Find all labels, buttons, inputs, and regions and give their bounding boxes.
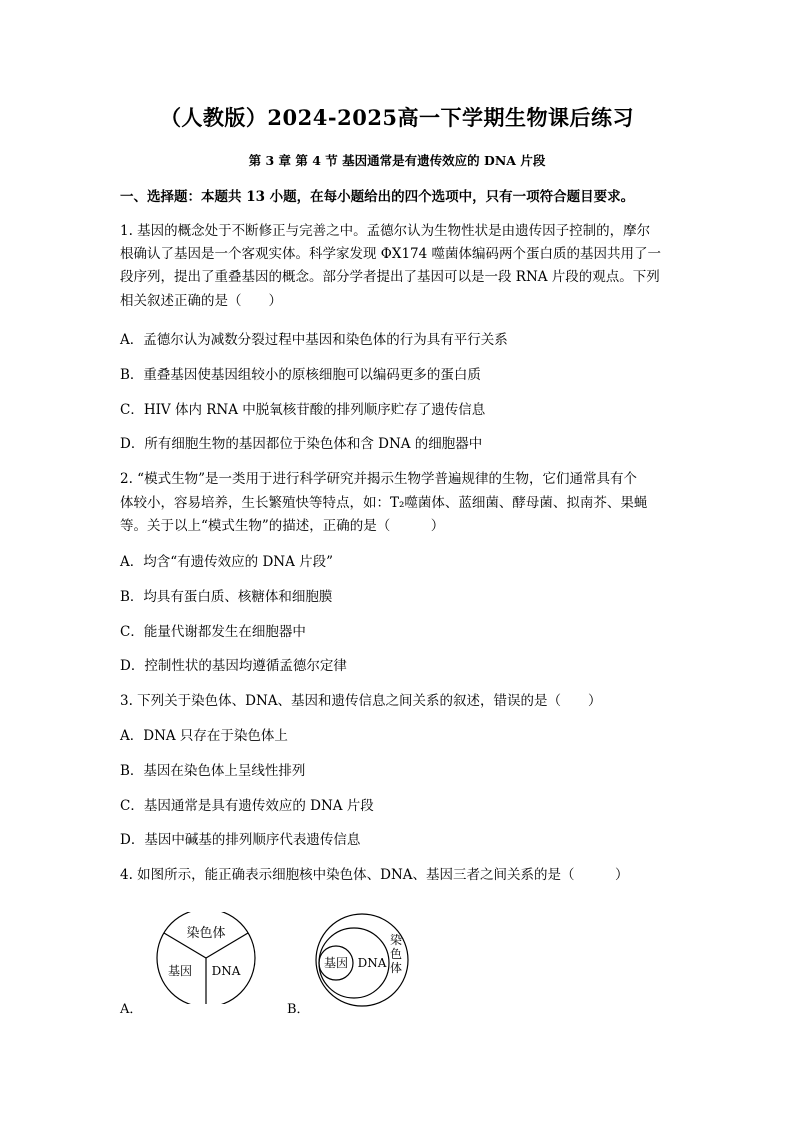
question-text-line: 1. 基因的概念处于不断修正与完善之中。孟德尔认为生物性状是由遗传因子控制的，摩尔 [120,223,651,239]
option-c: C．基因通常是具有遗传效应的 DNA 片段 [120,798,374,814]
figure-b-label-chromosome-1: 染 [389,933,403,947]
option-a: A．DNA 只存在于染色体上 [120,728,288,744]
option-c: C．能量代谢都发生在细胞器中 [120,624,306,640]
figure-b-label-chromosome-3: 体 [389,961,403,975]
option-a: A．均含“有遗传效应的 DNA 片段” [120,554,334,570]
option-b: B．均具有蛋白质、核糖体和细胞膜 [120,589,333,605]
option-d: D．所有细胞生物的基因都位于染色体和含 DNA 的细胞器中 [120,436,483,452]
section-heading: 一、选择题：本题共 13 小题，在每小题给出的四个选项中，只有一项符合题目要求。 [120,189,635,205]
figure-b-diagram [310,912,415,1008]
question-text-line: 3. 下列关于染色体、DNA、基因和遗传信息之间关系的叙述，错误的是（ ） [120,693,602,709]
figure-a-label-chromosome: 染色体 [186,926,226,941]
option-a: A．孟德尔认为减数分裂过程中基因和染色体的行为具有平行关系 [120,332,508,348]
question-text-line: 2. “模式生物”是一类用于进行科学研究并揭示生物学普遍规律的生物，它们通常具有个 [120,471,637,487]
option-c: C．HIV 体内 RNA 中脱氧核苷酸的排列顺序贮存了遗传信息 [120,402,486,418]
figure-b-label-chromosome-2: 色 [389,947,403,961]
figure-a-option-label: A． [120,1002,143,1017]
question-text-line: 4. 如图所示，能正确表示细胞核中染色体、DNA、基因三者之间关系的是（ ） [120,867,629,883]
option-d: D．控制性状的基因均遵循孟德尔定律 [120,658,347,674]
figure-a-diagram [150,912,265,1004]
figure-a-label-gene: 基因 [167,964,193,978]
option-b: B．重叠基因使基因组较小的原核细胞可以编码更多的蛋白质 [120,367,481,383]
page-title: （人教版）2024-2025高一下学期生物课后练习 [159,105,635,130]
figure-a-label-dna: DNA [211,964,241,978]
question-text-line: 段序列，提出了重叠基因的概念。部分学者提出了基因可以是一段 RNA 片段的观点。下列 [120,269,660,285]
page-subtitle: 第 3 章 第 4 节 基因通常是有遗传效应的 DNA 片段 [248,153,546,168]
question-text-line: 相关叙述正确的是（ ） [120,293,282,309]
question-text-line: 根确认了基因是一个客观实体。科学家发现 ΦX174 噬菌体编码两个蛋白质的基因共用了一 [120,246,662,262]
figure-b-option-label: B． [287,1002,310,1017]
question-text-line: 等。关于以上“模式生物”的描述，正确的是（ ） [120,518,445,534]
question-text-line: 体较小，容易培养，生长繁殖快等特点，如：T₂噬菌体、蓝细菌、酵母菌、拟南芥、果蝇 [120,495,648,511]
option-d: D．基因中碱基的排列顺序代表遗传信息 [120,832,361,848]
figure-b-label-gene: 基因 [323,956,349,970]
option-b: B．基因在染色体上呈线性排列 [120,763,306,779]
figure-b-label-dna: DNA [357,956,387,970]
